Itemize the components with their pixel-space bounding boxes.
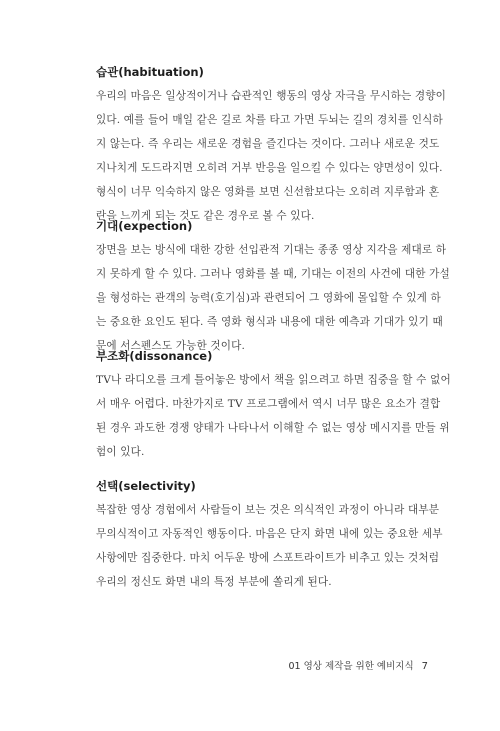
section-heading: 부조화(dissonance) bbox=[96, 349, 213, 363]
paragraph-line: 사항에만 집중한다. 마치 어두운 방에 스포트라이트가 비추고 있는 것처럼 bbox=[96, 552, 440, 564]
section-heading: 기대(expection) bbox=[96, 219, 193, 233]
paragraph-line: 서 매우 어렵다. 마찬가지로 TV 프로그램에서 역시 너무 많은 요소가 결합 bbox=[96, 398, 441, 410]
section-habituation bbox=[96, 64, 447, 228]
paragraph-line: 지 못하게 할 수 있다. 그러나 영화를 볼 때, 기대는 이전의 사건에 대한 가설 bbox=[96, 268, 450, 280]
paragraph-line: 있다. 예를 들어 매일 같은 길로 차를 타고 가면 두뇌는 길의 경치를 인식하 bbox=[96, 114, 443, 126]
chapter-title: 01 영상 제작을 위한 예비지식 bbox=[288, 661, 414, 672]
section-heading: 선택(selectivity) bbox=[96, 479, 196, 493]
paragraph-line: TV나 라디오를 크게 틀어놓은 방에서 책을 읽으려고 하면 집중을 할 수 없어 bbox=[96, 374, 451, 386]
paragraph-line: 지 않는다. 즉 우리는 새로운 경험을 즐긴다는 것이다. 그러나 새로운 것도 bbox=[96, 138, 440, 150]
paragraph-line: 란을 느끼게 되는 것도 같은 경우로 볼 수 있다. bbox=[96, 210, 315, 222]
paragraph-line: 지나치게 도드라지면 오히려 거부 반응을 일으킬 수 있다는 양면성이 있다. bbox=[96, 162, 443, 174]
paragraph-line: 된 경우 과도한 경쟁 양태가 나타나서 이해할 수 없는 영상 메시지를 만들 위 bbox=[96, 422, 450, 434]
paragraph-line: 무의식적이고 자동적인 행동이다. 마음은 단지 화면 내에 있는 중요한 세부 bbox=[96, 528, 443, 540]
paragraph-line: 험이 있다. bbox=[96, 446, 145, 458]
section-heading: 습관(habituation) bbox=[96, 65, 204, 79]
paragraph-line: 복잡한 영상 경험에서 사람들이 보는 것은 의식적인 과정이 아니라 대부분 bbox=[96, 504, 440, 516]
paragraph-line: 우리의 정신도 화면 내의 특정 부분에 쏠리게 된다. bbox=[96, 576, 332, 588]
paragraph-line: 장면을 보는 방식에 대한 강한 선입관적 기대는 종종 영상 지각을 제대로 하 bbox=[96, 244, 447, 256]
paragraph-line: 형식이 너무 익숙하지 않은 영화를 보면 신선함보다는 오히려 지루함과 혼 bbox=[96, 186, 440, 198]
paragraph-line: 문에 서스펜스도 가능한 것이다. bbox=[96, 340, 246, 352]
page-footer bbox=[289, 658, 429, 672]
paragraph-line: 을 형성하는 관객의 능력(호기심)과 관련되어 그 영화에 몰입할 수 있게 하 bbox=[96, 292, 441, 304]
page-number: 7 bbox=[421, 661, 428, 672]
section-selectivity bbox=[96, 478, 443, 594]
paragraph-line: 우리의 마음은 일상적이거나 습관적인 행동의 영상 자극을 무시하는 경향이 bbox=[96, 90, 447, 102]
paragraph-line: 는 중요한 요인도 된다. 즉 영화 형식과 내용에 대한 예측과 기대가 있기 때 bbox=[96, 316, 443, 328]
section-dissonance bbox=[96, 348, 451, 464]
section-expection bbox=[96, 218, 450, 358]
